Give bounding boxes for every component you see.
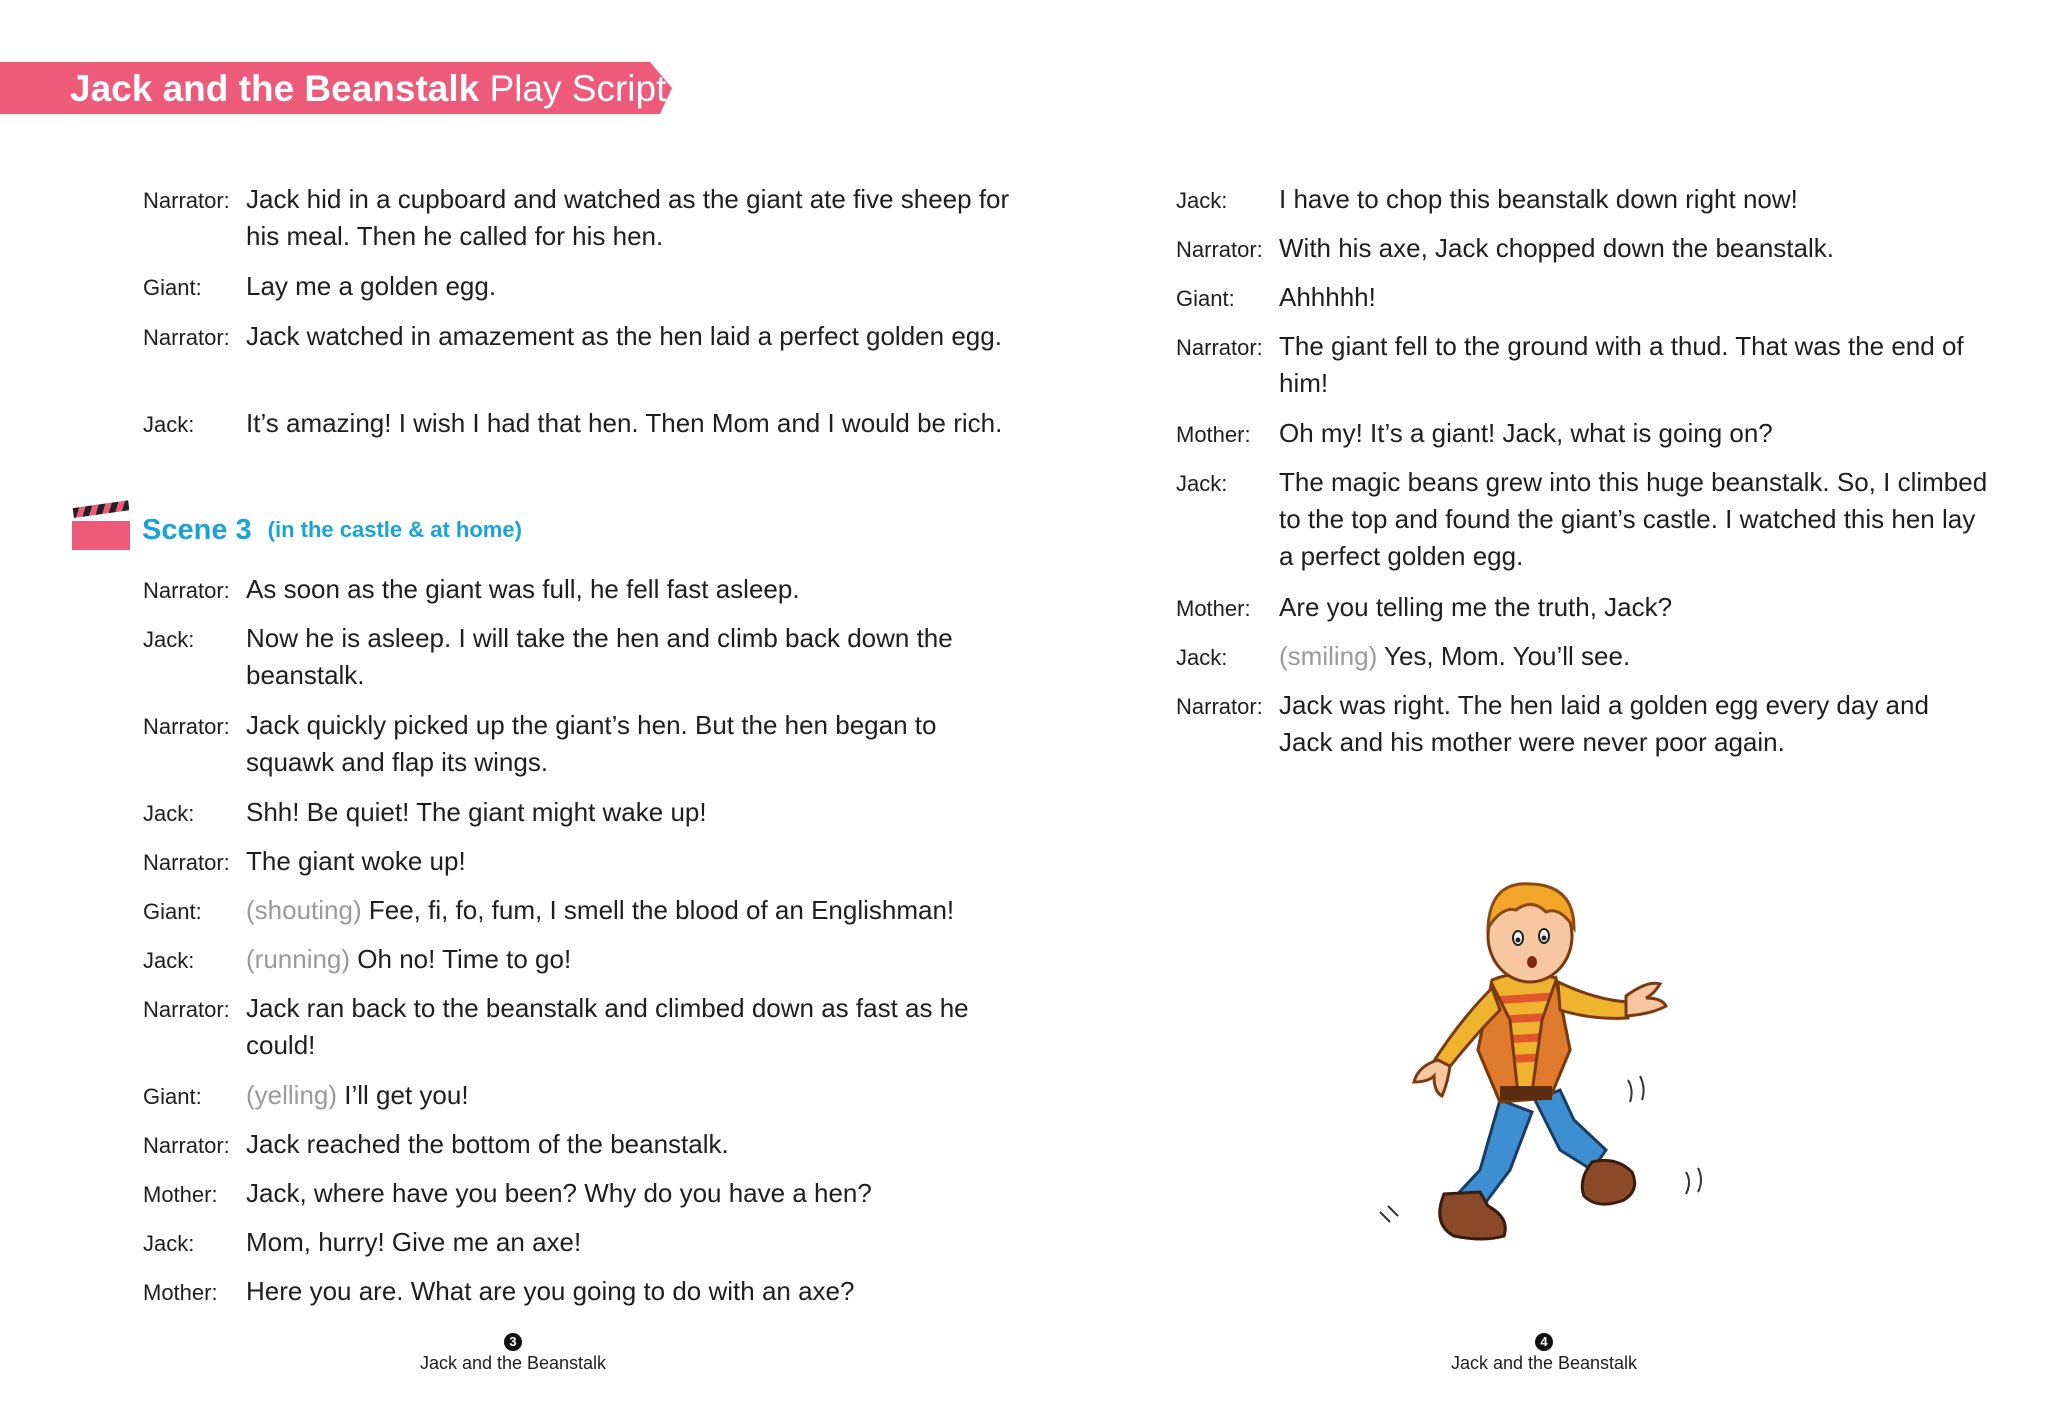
jack-illustration	[1360, 850, 1720, 1270]
speaker-label: Mother:	[143, 1280, 218, 1305]
dialogue-text: The giant woke up!	[246, 846, 466, 876]
scene-title: Scene 3	[142, 513, 252, 546]
script-line	[1176, 464, 1989, 575]
script-line	[1176, 328, 1989, 402]
dialogue-text: I have to chop this beanstalk down right now!	[1279, 184, 1798, 214]
speaker-label: Narrator:	[143, 714, 230, 739]
script-line	[1176, 589, 1989, 626]
script-line	[143, 1175, 1016, 1212]
dialogue-text: Mom, hurry! Give me an axe!	[246, 1227, 582, 1257]
script-line	[143, 1273, 1016, 1310]
header-title-regular: Play Script	[489, 68, 667, 109]
dialogue-text: Jack reached the bottom of the beanstalk.	[246, 1129, 729, 1159]
script-line	[1176, 230, 1989, 267]
script-line	[143, 941, 1016, 978]
speaker-label: Narrator:	[143, 188, 230, 213]
script-line	[143, 843, 1016, 880]
speaker-label: Jack:	[1176, 645, 1228, 670]
script-line	[143, 1077, 1016, 1114]
dialogue-text: Shh! Be quiet! The giant might wake up!	[246, 797, 707, 827]
script-line	[143, 990, 1016, 1064]
page-number: 4	[1535, 1333, 1553, 1351]
script-line	[1176, 415, 1989, 452]
scene-heading	[72, 508, 522, 552]
speaker-label: Mother:	[1176, 596, 1251, 621]
dialogue-text: Are you telling me the truth, Jack?	[1279, 592, 1673, 622]
dialogue-text: It’s amazing! I wish I had that hen. Then Mom and I would be rich.	[246, 408, 1003, 438]
speaker-label: Jack:	[143, 948, 195, 973]
footer-title: Jack and the Beanstalk	[1450, 1353, 1638, 1373]
dialogue-text: I’ll get you!	[344, 1080, 469, 1110]
speaker-label: Jack:	[143, 1231, 195, 1256]
script-line	[143, 794, 1016, 831]
dialogue-text: As soon as the giant was full, he fell fast asleep.	[246, 574, 800, 604]
stage-direction: (running)	[246, 944, 351, 974]
stage-direction: (smiling)	[1279, 641, 1378, 671]
speaker-label: Narrator:	[1176, 237, 1263, 262]
script-line	[143, 405, 1016, 442]
speaker-label: Mother:	[1176, 422, 1251, 447]
script-line	[1176, 279, 1989, 316]
script-line	[143, 1224, 1016, 1261]
stage-direction: (yelling)	[246, 1080, 338, 1110]
dialogue-text: Jack was right. The hen laid a golden egg every day and Jack and his mother were never poor again.	[1279, 690, 1929, 757]
dialogue-text: The giant fell to the ground with a thud. That was the end of him!	[1279, 331, 1964, 398]
script-line	[143, 571, 1016, 608]
speaker-label: Jack:	[1176, 188, 1228, 213]
scene-subtitle: (in the castle & at home)	[267, 517, 522, 542]
speaker-label: Giant:	[143, 275, 202, 300]
footer-title: Jack and the Beanstalk	[419, 1353, 607, 1373]
speaker-label: Giant:	[143, 1084, 202, 1109]
script-line	[143, 707, 1016, 781]
speaker-label: Narrator:	[143, 578, 230, 603]
script-line	[1176, 181, 1989, 218]
header-title-bold: Jack and the Beanstalk	[70, 68, 480, 109]
script-line	[143, 268, 1016, 305]
speaker-label: Jack:	[143, 412, 195, 437]
speaker-label: Narrator:	[143, 997, 230, 1022]
speaker-label: Giant:	[143, 899, 202, 924]
script-line	[143, 620, 1016, 694]
dialogue-text: Ahhhhh!	[1279, 282, 1376, 312]
speaker-label: Jack:	[143, 801, 195, 826]
page-header-title	[70, 64, 666, 114]
speaker-label: Narrator:	[1176, 335, 1263, 360]
speaker-label: Narrator:	[143, 1133, 230, 1158]
script-line	[143, 181, 1016, 255]
script-line	[1176, 638, 1989, 675]
page-number: 3	[504, 1333, 522, 1351]
speaker-label: Jack:	[143, 627, 195, 652]
dialogue-text: Here you are. What are you going to do with an axe?	[246, 1276, 855, 1306]
dialogue-text: Lay me a golden egg.	[246, 271, 497, 301]
stage-direction: (shouting)	[246, 895, 362, 925]
speaker-label: Giant:	[1176, 286, 1235, 311]
script-line	[1176, 687, 1989, 761]
dialogue-text: Now he is asleep. I will take the hen and climb back down the beanstalk.	[246, 623, 953, 690]
dialogue-text: Jack watched in amazement as the hen laid a perfect golden egg.	[246, 321, 1002, 351]
script-line	[143, 892, 1016, 929]
dialogue-text: With his axe, Jack chopped down the beanstalk.	[1279, 233, 1834, 263]
page-footer	[383, 1333, 643, 1374]
speaker-label: Jack:	[1176, 471, 1228, 496]
dialogue-text: Oh my! It’s a giant! Jack, what is going on?	[1279, 418, 1773, 448]
dialogue-text: Fee, fi, fo, fum, I smell the blood of an Englishman!	[368, 895, 955, 925]
speaker-label: Mother:	[143, 1182, 218, 1207]
speaker-label: Narrator:	[143, 325, 230, 350]
dialogue-text: Jack, where have you been? Why do you have a hen?	[246, 1178, 872, 1208]
script-line	[143, 1126, 1016, 1163]
dialogue-text: Jack quickly picked up the giant’s hen. But the hen began to squawk and flap its wings.	[246, 710, 937, 777]
dialogue-text: The magic beans grew into this huge beanstalk. So, I climbed to the top and found the giant’s castle. I watched this hen lay a perfect golden egg.	[1279, 467, 1988, 571]
dialogue-text: Yes, Mom. You’ll see.	[1384, 641, 1631, 671]
speaker-label: Narrator:	[143, 850, 230, 875]
dialogue-text: Oh no! Time to go!	[357, 944, 572, 974]
speaker-label: Narrator:	[1176, 694, 1263, 719]
page-footer	[1414, 1333, 1674, 1374]
dialogue-text: Jack ran back to the beanstalk and climbed down as fast as he could!	[246, 993, 969, 1060]
clapperboard-icon	[72, 508, 132, 552]
script-line	[143, 318, 1016, 355]
dialogue-text: Jack hid in a cupboard and watched as the giant ate five sheep for his meal. Then he called for his hen.	[246, 184, 1010, 251]
